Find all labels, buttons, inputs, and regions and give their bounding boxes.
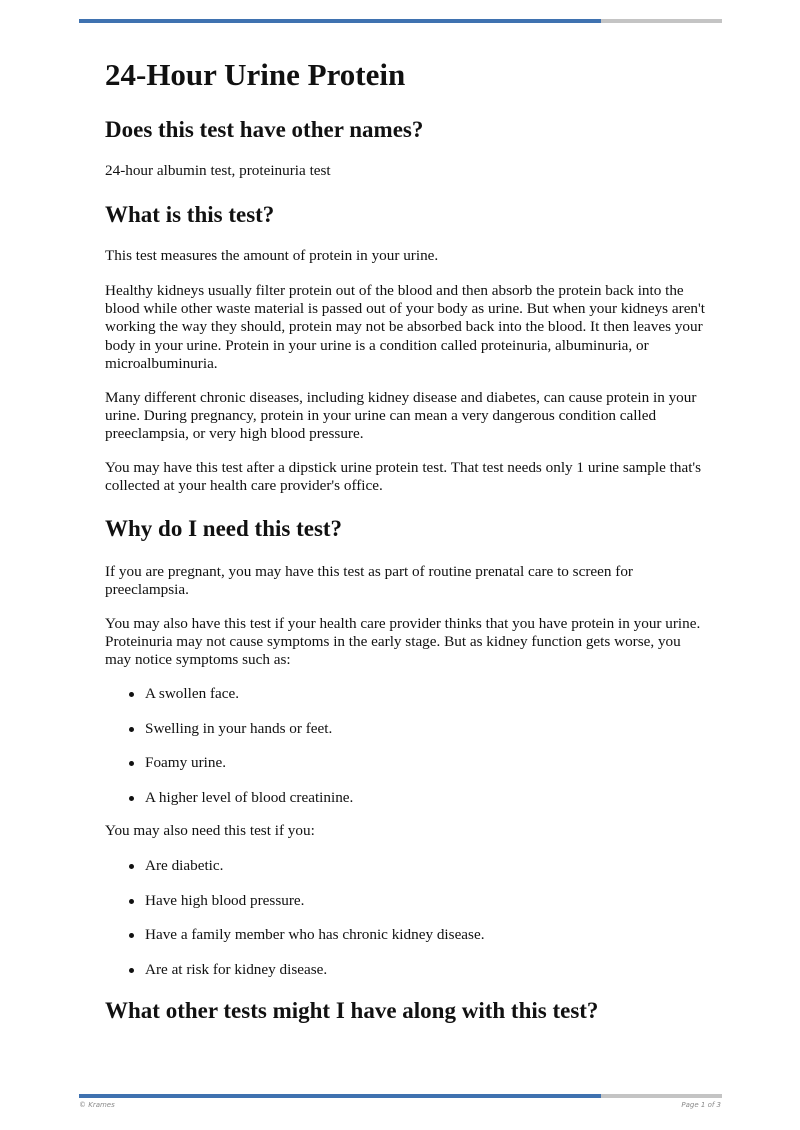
header-rule-accent xyxy=(79,19,601,23)
what-is-paragraph-2: Healthy kidneys usually filter protein out of the blood and then absorb the protein back into the blood while other waste material is passed out of your body as urine. But when your kidneys aren't working the way they should, protein may not be absorbed back into the blood. It then leaves your body in your urine. Protein in your urine is a condition called proteinuria, albuminuria, or microalbuminuria. xyxy=(105,282,705,372)
footer-rule-track xyxy=(601,1094,722,1098)
footer-rule xyxy=(79,1094,722,1098)
why-need-paragraph-2: You may also have this test if your health care provider thinks that you have protein in your urine. Proteinuria may not cause symptoms in the early stage. But as kidney function gets worse, you may notice symptoms such as: xyxy=(105,615,701,669)
list-item: Are at risk for kidney disease. xyxy=(105,961,705,979)
what-is-paragraph-3: Many different chronic diseases, including kidney disease and diabetes, can cause protein in your urine. During pregnancy, protein in your urine can mean a very dangerous condition called preeclampsia, or very high blood pressure. xyxy=(105,389,697,443)
symptoms-list xyxy=(105,685,705,824)
other-names-text: 24-hour albumin test, proteinuria test xyxy=(105,162,331,179)
heading-other-names: Does this test have other names? xyxy=(105,117,424,142)
also-need-intro: You may also need this test if you: xyxy=(105,822,315,839)
header-rule-track xyxy=(601,19,722,23)
list-item: Swelling in your hands or feet. xyxy=(105,720,705,738)
footer-page-number: Page 1 of 3 xyxy=(681,1101,721,1109)
header-rule xyxy=(79,19,722,23)
page-title: 24-Hour Urine Protein xyxy=(105,57,406,92)
list-item: A higher level of blood creatinine. xyxy=(105,789,705,807)
list-item: Are diabetic. xyxy=(105,857,705,875)
list-item: Have a family member who has chronic kidney disease. xyxy=(105,926,705,944)
footer-rule-accent xyxy=(79,1094,601,1098)
heading-what-is: What is this test? xyxy=(105,202,275,227)
why-need-paragraph-1: If you are pregnant, you may have this test as part of routine prenatal care to screen for preeclampsia. xyxy=(105,563,633,599)
list-item: A swollen face. xyxy=(105,685,705,703)
footer-copyright: © Krames xyxy=(79,1101,115,1109)
what-is-paragraph-1: This test measures the amount of protein in your urine. xyxy=(105,247,439,264)
conditions-list xyxy=(105,857,705,996)
what-is-paragraph-4: You may have this test after a dipstick urine protein test. That test needs only 1 urine sample that's collected at your health care provider's office. xyxy=(105,459,702,495)
heading-why-need: Why do I need this test? xyxy=(105,516,343,541)
list-item: Foamy urine. xyxy=(105,754,705,772)
list-item: Have high blood pressure. xyxy=(105,892,705,910)
heading-other-tests: What other tests might I have along with this test? xyxy=(105,998,599,1023)
